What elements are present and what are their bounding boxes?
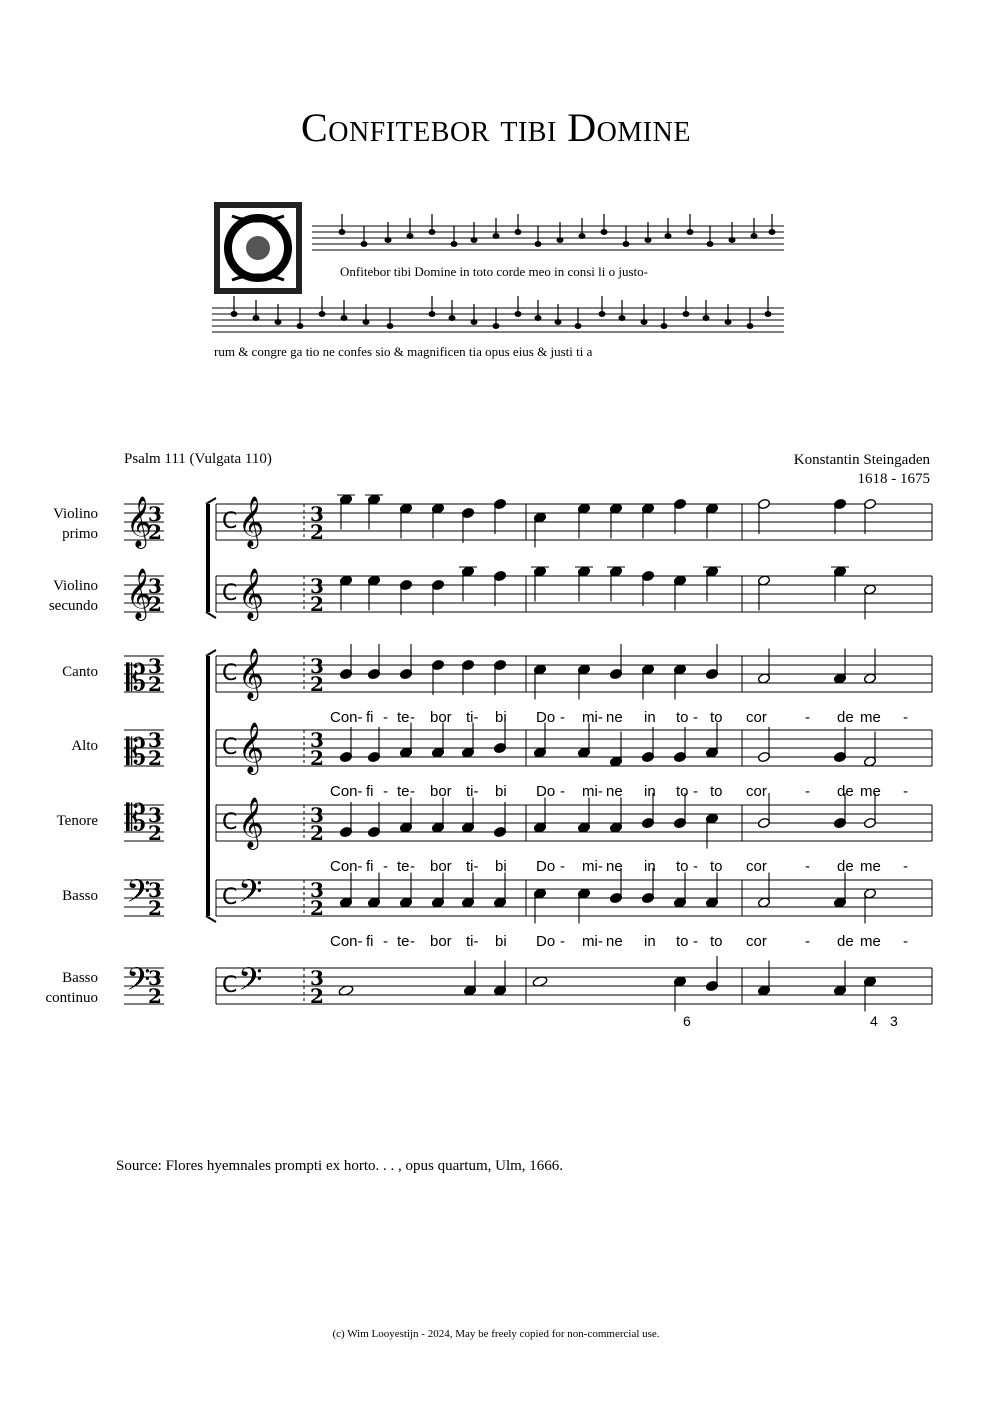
- modern-clef: 𝄞: [238, 496, 265, 547]
- lyric-syllable: to: [676, 783, 689, 800]
- lyric-syllable: de: [837, 709, 854, 726]
- common-time-icon: C: [222, 885, 238, 910]
- incipit-time-signature: [148, 878, 162, 920]
- lyric-syllable: -: [383, 858, 388, 875]
- lyric-syllable: bor: [430, 858, 452, 875]
- svg-text:3: 3: [310, 502, 324, 526]
- lyric-syllable: ti-: [466, 709, 479, 726]
- lyric-syllable: de: [837, 783, 854, 800]
- lyric-syllable: -: [410, 858, 415, 875]
- lyric-syllable: ti-: [466, 858, 479, 875]
- lyric-syllable: cor: [746, 933, 767, 950]
- time-signature: [310, 966, 324, 1008]
- svg-text:3: 3: [148, 728, 162, 752]
- incipit-clef: 𝄡: [126, 798, 147, 839]
- staff-label: Tenore: [56, 813, 98, 829]
- psalm-reference: Psalm 111 (Vulgata 110): [124, 451, 272, 467]
- svg-text:3: 3: [148, 502, 162, 526]
- lyric-syllable: Do: [536, 783, 556, 800]
- lyric-syllable: -: [903, 783, 908, 800]
- staff-label: Violino: [53, 506, 98, 522]
- lyric-syllable: fi: [366, 933, 374, 950]
- svg-text:3: 3: [310, 728, 324, 752]
- lyric-syllable: -: [410, 709, 415, 726]
- incipit-time-signature: [148, 803, 162, 845]
- time-signature: [310, 803, 324, 845]
- staff-label: continuo: [45, 990, 98, 1006]
- lyric-syllable: me: [860, 783, 881, 800]
- lyric-syllable: de: [837, 858, 854, 875]
- time-signature: [310, 878, 324, 920]
- lyric-syllable: ne: [606, 933, 623, 950]
- svg-text:2: 2: [148, 592, 162, 616]
- lyric-syllable: Do: [536, 709, 556, 726]
- incipit-time-signature: [148, 966, 162, 1008]
- incipit-clef: 𝄡: [126, 732, 147, 773]
- svg-text:3: 3: [148, 654, 162, 678]
- lyric-syllable: cor: [746, 783, 767, 800]
- lyric-syllable: -: [693, 858, 698, 875]
- lyric-syllable: Do: [536, 858, 556, 875]
- time-signature: [310, 502, 324, 544]
- lyric-syllable: -: [693, 933, 698, 950]
- lyric-syllable: fi: [366, 858, 374, 875]
- lyric-syllable: mi-: [582, 783, 603, 800]
- svg-text:2: 2: [148, 821, 162, 845]
- svg-text:3: 3: [148, 966, 162, 990]
- lyric-syllable: -: [693, 783, 698, 800]
- lyric-syllable: Con-: [330, 709, 363, 726]
- modern-clef: 𝄞: [238, 648, 265, 699]
- lyric-syllable: bi: [495, 858, 507, 875]
- staff-label: Basso: [62, 970, 98, 986]
- modern-clef: 𝄞: [238, 722, 265, 773]
- lyric-syllable: -: [903, 709, 908, 726]
- lyric-syllable: -: [693, 709, 698, 726]
- lyric-syllable: mi-: [582, 858, 603, 875]
- lyric-syllable: bi: [495, 783, 507, 800]
- figured-bass: 6: [683, 1013, 691, 1029]
- page-title: Confitebor tibi Domine: [301, 105, 691, 150]
- lyric-syllable: bor: [430, 933, 452, 950]
- voices-bracket: [206, 650, 216, 922]
- time-signature: [310, 728, 324, 770]
- lyric-syllable: to: [710, 783, 723, 800]
- common-time-icon: C: [222, 735, 238, 760]
- lyric-syllable: bi: [495, 709, 507, 726]
- lyric-syllable: to: [710, 858, 723, 875]
- lyric-syllable: -: [383, 933, 388, 950]
- lyric-syllable: me: [860, 858, 881, 875]
- lyric-syllable: -: [903, 933, 908, 950]
- lyric-syllable: -: [805, 933, 810, 950]
- svg-text:3: 3: [310, 878, 324, 902]
- lyric-syllable: in: [644, 858, 656, 875]
- facsimile-text-line1: Onfitebor tibi Domine in toto corde meo in consi li o justo-: [340, 264, 648, 279]
- lyric-syllable: in: [644, 783, 656, 800]
- svg-text:2: 2: [148, 896, 162, 920]
- incipit-clef: 𝄢: [126, 961, 151, 1005]
- lyric-syllable: in: [644, 933, 656, 950]
- incipit-time-signature: [148, 728, 162, 770]
- staff-label: Alto: [71, 738, 98, 754]
- incipit-time-signature: [148, 502, 162, 544]
- svg-text:3: 3: [148, 878, 162, 902]
- svg-text:2: 2: [148, 520, 162, 544]
- svg-text:2: 2: [310, 592, 324, 616]
- svg-text:3: 3: [148, 574, 162, 598]
- lyric-syllable: Con-: [330, 858, 363, 875]
- svg-text:2: 2: [148, 984, 162, 1008]
- lyric-syllable: te: [397, 783, 410, 800]
- lyric-syllable: -: [410, 933, 415, 950]
- staff-label: Canto: [62, 664, 98, 680]
- source-note: Source: Flores hyemnales prompti ex horto. . . , opus quartum, Ulm, 1666.: [116, 1158, 564, 1174]
- lyric-syllable: Do: [536, 933, 556, 950]
- lyric-syllable: ti-: [466, 783, 479, 800]
- svg-text:3: 3: [310, 574, 324, 598]
- svg-text:2: 2: [310, 896, 324, 920]
- lyric-syllable: cor: [746, 858, 767, 875]
- svg-text:3: 3: [310, 966, 324, 990]
- lyric-syllable: -: [560, 858, 565, 875]
- staff-label: primo: [62, 526, 98, 542]
- modern-clef: 𝄞: [238, 797, 265, 848]
- time-signature: [310, 574, 324, 616]
- staff-label: Basso: [62, 888, 98, 904]
- lyric-syllable: fi: [366, 783, 374, 800]
- lyric-syllable: to: [676, 858, 689, 875]
- lyric-syllable: -: [560, 933, 565, 950]
- modern-clef: 𝄞: [238, 568, 265, 619]
- time-signature: [310, 654, 324, 696]
- common-time-icon: C: [222, 973, 238, 998]
- svg-text:2: 2: [148, 672, 162, 696]
- incipit-clef: 𝄞: [126, 568, 153, 619]
- lyric-syllable: te: [397, 858, 410, 875]
- lyric-syllable: te: [397, 933, 410, 950]
- lyric-syllable: ne: [606, 709, 623, 726]
- lyric-syllable: to: [710, 709, 723, 726]
- lyric-syllable: -: [805, 709, 810, 726]
- svg-text:2: 2: [310, 821, 324, 845]
- lyric-syllable: de: [837, 933, 854, 950]
- common-time-icon: C: [222, 509, 238, 534]
- lyric-syllable: in: [644, 709, 656, 726]
- lyric-syllable: -: [560, 783, 565, 800]
- svg-text:3: 3: [310, 654, 324, 678]
- common-time-icon: C: [222, 810, 238, 835]
- composer-name: Konstantin Steingaden: [793, 452, 930, 468]
- lyric-syllable: -: [410, 783, 415, 800]
- incipit-time-signature: [148, 654, 162, 696]
- lyric-syllable: -: [383, 783, 388, 800]
- staff-label: secundo: [48, 598, 98, 614]
- lyric-syllable: to: [676, 933, 689, 950]
- lyric-syllable: me: [860, 933, 881, 950]
- svg-text:3: 3: [310, 803, 324, 827]
- lyric-syllable: bor: [430, 783, 452, 800]
- lyric-syllable: -: [903, 858, 908, 875]
- common-time-icon: C: [222, 661, 238, 686]
- common-time-icon: C: [222, 581, 238, 606]
- lyric-syllable: to: [676, 709, 689, 726]
- lyric-syllable: ne: [606, 783, 623, 800]
- svg-text:2: 2: [148, 746, 162, 770]
- svg-text:2: 2: [310, 672, 324, 696]
- lyric-syllable: Con-: [330, 783, 363, 800]
- modern-clef: 𝄢: [238, 961, 263, 1005]
- lyric-syllable: te: [397, 709, 410, 726]
- lyric-syllable: -: [805, 783, 810, 800]
- lyric-syllable: me: [860, 709, 881, 726]
- incipit-time-signature: [148, 574, 162, 616]
- lyric-syllable: -: [805, 858, 810, 875]
- modern-clef: 𝄢: [238, 873, 263, 917]
- lyric-syllable: mi-: [582, 933, 603, 950]
- incipit-clef: 𝄢: [126, 873, 151, 917]
- lyric-syllable: ne: [606, 858, 623, 875]
- copyright-note: (c) Wim Looyestijn - 2024, May be freely copied for non-commercial use.: [332, 1328, 660, 1340]
- lyric-syllable: Con-: [330, 933, 363, 950]
- lyric-syllable: -: [560, 709, 565, 726]
- lyric-syllable: bi: [495, 933, 507, 950]
- violins-bracket: [206, 498, 216, 618]
- lyric-syllable: fi: [366, 709, 374, 726]
- svg-text:3: 3: [148, 803, 162, 827]
- lyric-syllable: ti-: [466, 933, 479, 950]
- composer-dates: 1618 - 1675: [857, 471, 930, 487]
- staff-label: Violino: [53, 578, 98, 594]
- lyric-syllable: cor: [746, 709, 767, 726]
- lyric-syllable: bor: [430, 709, 452, 726]
- lyric-syllable: to: [710, 933, 723, 950]
- svg-text:2: 2: [310, 984, 324, 1008]
- lyric-syllable: -: [383, 709, 388, 726]
- svg-text:2: 2: [310, 746, 324, 770]
- incipit-clef: 𝄡: [126, 658, 147, 699]
- lyric-syllable: mi-: [582, 709, 603, 726]
- incipit-clef: 𝄞: [126, 496, 153, 547]
- figured-bass: 4: [870, 1013, 878, 1029]
- svg-text:2: 2: [310, 520, 324, 544]
- facsimile-text-line2: rum & congre ga tio ne confes sio & magnificen tia opus eius & justi ti a: [214, 344, 593, 359]
- figured-bass: 3: [890, 1013, 898, 1029]
